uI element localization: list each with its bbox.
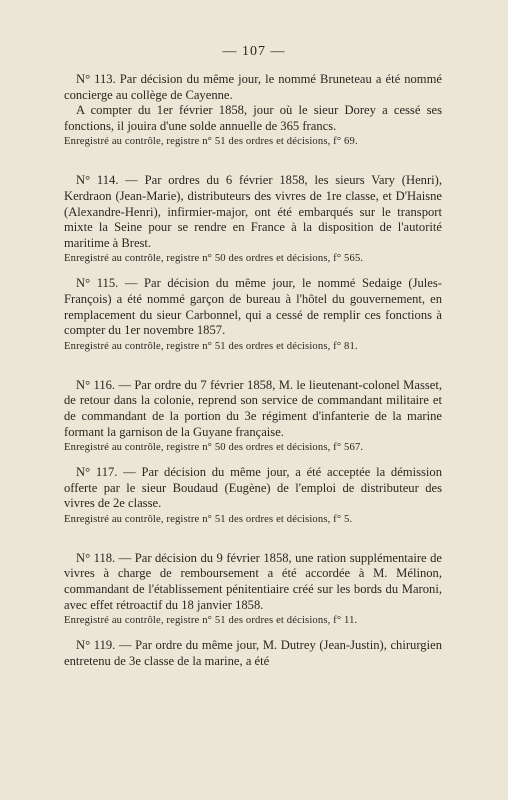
page-number: — 107 — <box>222 44 286 59</box>
paragraph-114: N° 114. — Par ordres du 6 février 1858, les sieurs Vary (Henri), Kerdraon (Jean-Marie), distributeurs des vivres de 1re classe, et D'Haisne (Alexandre-Henri), infirmier-major, ont été embarqués sur le transport mixte la Seine pour se rendre en France à la disposition de l'autorité maritime à Brest. <box>64 173 442 250</box>
paragraph-117: N° 117. — Par décision du même jour, a été acceptée la démission offerte par le sieur Boudaud (Eugène) de l'emploi de distributeur des vivres de 2e classe. <box>64 465 442 511</box>
registration-note-114: Enregistré au contrôle, registre n° 50 des ordres et décisions, f° 565. <box>64 253 364 265</box>
paragraph-115: N° 115. — Par décision du même jour, le nommé Sedaige (Jules-François) a été nommé garçon de bureau à l'hôtel du gouvernement, en remplacement du sieur Carbonnel, qui a cessé de remplir ces fonctions à compter du 1er novembre 1857. <box>64 276 442 338</box>
paragraph-113: N° 113. Par décision du même jour, le nommé Bruneteau a été nommé concierge au collège de Cayenne. <box>64 72 442 102</box>
page-body <box>64 72 442 669</box>
registration-note-118: Enregistré au contrôle, registre n° 51 des ordres et décisions, f° 11. <box>64 615 358 627</box>
paragraph-116: N° 116. — Par ordre du 7 février 1858, M. le lieutenant-colonel Masset, de retour dans la colonie, reprend son service de commandant militaire et de commandant de la portion du 3e régiment d'infanterie de la marine formant la garnison de la Guyane française. <box>64 377 442 439</box>
registration-note-113: Enregistré au contrôle, registre n° 51 des ordres et décisions, f° 69. <box>64 136 358 148</box>
registration-note-116: Enregistré au contrôle, registre n° 50 des ordres et décisions, f° 567. <box>64 442 364 454</box>
paragraph-119: N° 119. — Par ordre du même jour, M. Dutrey (Jean-Justin), chirurgien entretenu de 3e classe de la marine, a été <box>64 638 442 668</box>
registration-note-117: Enregistré au contrôle, registre n° 51 des ordres et décisions, f° 5. <box>64 513 353 525</box>
registration-note-115: Enregistré au contrôle, registre n° 51 des ordres et décisions, f° 81. <box>64 340 358 352</box>
paragraph-113-continued: A compter du 1er février 1858, jour où le sieur Dorey a cessé ses fonctions, il jouira d'une solde annuelle de 365 francs. <box>64 103 442 133</box>
paragraph-118: N° 118. — Par décision du 9 février 1858, une ration supplémentaire de vivres à charge de remboursement a été accordée à M. Mélinon, commandant de l'établissement pénitentiaire créé sur les bords du Maroni, avec effet rétroactif du 18 janvier 1858. <box>64 550 442 612</box>
